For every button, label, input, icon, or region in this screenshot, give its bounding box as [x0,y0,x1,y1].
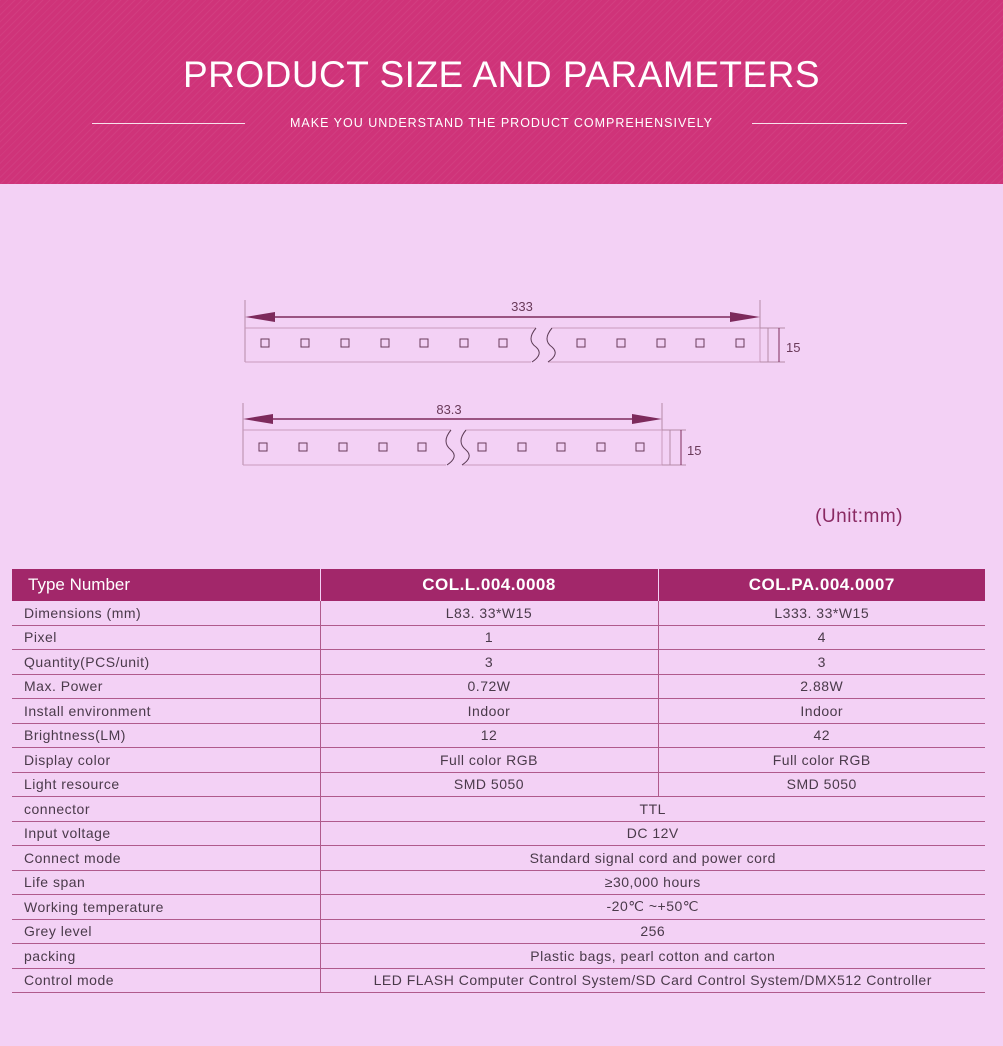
model-a-value: Indoor [320,699,658,724]
shared-value: ≥30,000 hours [320,870,985,895]
model-b-value: Full color RGB [658,748,985,773]
header-banner [0,0,1003,184]
row-label: Max. Power [12,674,320,699]
model-b-value: 2.88W [658,674,985,699]
page-title: PRODUCT SIZE AND PARAMETERS [182,54,821,95]
model-a-value: SMD 5050 [320,772,658,797]
table-row [12,723,985,748]
long-width-label: 15 [786,340,801,355]
model-b-value: SMD 5050 [658,772,985,797]
table-row [12,821,985,846]
table-row [12,968,985,993]
row-label: Install environment [12,699,320,724]
model-b-value: 3 [658,650,985,675]
long-length-label: 333 [511,299,533,314]
model-a-value: Full color RGB [320,748,658,773]
product-size-diagram [0,290,1003,480]
shared-value: DC 12V [320,821,985,846]
model-a-header: COL.L.004.0008 [320,569,658,601]
table-row [12,895,985,920]
row-label: connector [12,797,320,822]
table-row [12,919,985,944]
table-row [12,870,985,895]
table-row [12,846,985,871]
short-width-label: 15 [687,443,702,458]
short-strip-drawing [243,403,686,465]
table-row [12,650,985,675]
row-label: Control mode [12,968,320,993]
table-row [12,797,985,822]
long-strip-leds [261,339,744,347]
unit-note: (Unit:mm) [815,506,903,527]
model-a-value: 3 [320,650,658,675]
model-a-value: L83. 33*W15 [320,601,658,625]
spec-table [12,569,985,993]
table-row [12,772,985,797]
spec-table-header [12,569,985,601]
model-a-value: 12 [320,723,658,748]
row-label: Pixel [12,625,320,650]
table-row [12,601,985,625]
row-label: Dimensions (mm) [12,601,320,625]
row-label: Light resource [12,772,320,797]
table-row [12,748,985,773]
row-label: Connect mode [12,846,320,871]
row-label: Life span [12,870,320,895]
shared-value: Plastic bags, pearl cotton and carton [320,944,985,969]
row-label: Input voltage [12,821,320,846]
row-label: Quantity(PCS/unit) [12,650,320,675]
shared-value: Standard signal cord and power cord [320,846,985,871]
type-number-header: Type Number [12,569,320,601]
row-label: Grey level [12,919,320,944]
subtitle-rule-right [752,123,907,124]
model-a-value: 0.72W [320,674,658,699]
table-row [12,674,985,699]
model-b-header: COL.PA.004.0007 [658,569,985,601]
shared-value: TTL [320,797,985,822]
table-row [12,944,985,969]
page-subtitle: MAKE YOU UNDERSTAND THE PRODUCT COMPREHENSIVELY [290,116,713,130]
row-label: Brightness(LM) [12,723,320,748]
model-b-value: 42 [658,723,985,748]
shared-value: 256 [320,919,985,944]
row-label: packing [12,944,320,969]
short-length-label: 83.3 [436,402,462,417]
model-b-value: 4 [658,625,985,650]
row-label: Working temperature [12,895,320,920]
shared-value: LED FLASH Computer Control System/SD Card Control System/DMX512 Controller [320,968,985,993]
table-row [12,699,985,724]
model-b-value: Indoor [658,699,985,724]
model-a-value: 1 [320,625,658,650]
shared-value: -20℃ ~+50℃ [320,895,985,920]
model-b-value: L333. 33*W15 [658,601,985,625]
row-label: Display color [12,748,320,773]
table-row [12,625,985,650]
